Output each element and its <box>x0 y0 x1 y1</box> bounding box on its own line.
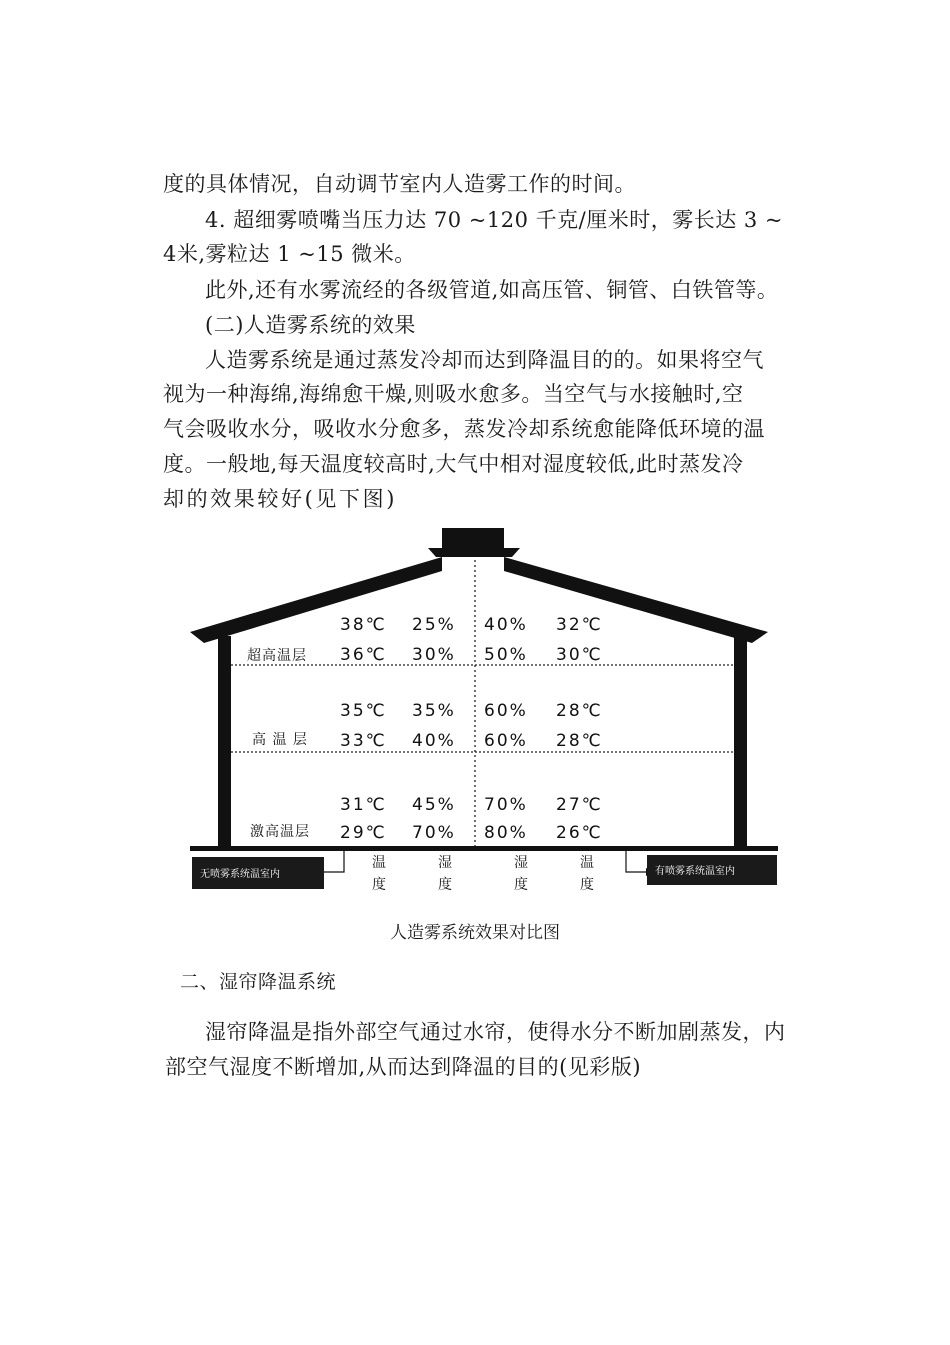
column-label: 温 <box>580 855 594 871</box>
paragraph-line: 部空气湿度不断增加,从而达到降温的目的(见彩版) <box>165 1055 642 1079</box>
cell-value: 60% <box>484 731 528 751</box>
column-label: 度 <box>580 877 594 893</box>
paragraph-line: 气会吸收水分，吸收水分愈多，蒸发冷却系统愈能降低环境的温 <box>163 417 765 441</box>
box-no-fog-label: 无喷雾系统温室内 <box>200 869 280 880</box>
cell-value: 36℃ <box>340 645 387 665</box>
paragraph-line: 人造雾系统是通过蒸发冷却而达到降温目的的。如果将空气 <box>205 348 764 372</box>
paragraph-line: 此外,还有水雾流经的各级管道,如高压管、铜管、白铁管等。 <box>205 278 779 302</box>
cell-value: 40% <box>484 615 528 635</box>
figure-caption: 人造雾系统效果对比图 <box>390 923 560 943</box>
subsection-heading: (二)人造雾系统的效果 <box>205 313 416 337</box>
column-label: 温 <box>372 855 386 871</box>
cell-value: 60% <box>484 701 528 721</box>
cell-value: 30℃ <box>556 645 603 665</box>
cell-value: 40% <box>412 731 456 751</box>
wall-left <box>218 636 231 848</box>
cell-value: 35℃ <box>340 701 387 721</box>
paragraph-line: 度。一般地,每天温度较高时,大气中相对湿度较低,此时蒸发冷 <box>163 452 744 476</box>
section-heading: 二、湿帘降温系统 <box>180 971 337 993</box>
paragraph-line: 4. 超细雾喷嘴当压力达 70 ~120 千克/厘米时，雾长达 3 ~ <box>205 208 784 232</box>
layer-label: 超高温层 <box>247 648 307 664</box>
cell-value: 28℃ <box>556 731 603 751</box>
cell-value: 26℃ <box>556 823 603 843</box>
cell-value: 70% <box>412 823 456 843</box>
box-with-fog-label: 有喷雾系统温室内 <box>655 866 735 877</box>
cell-value: 27℃ <box>556 795 603 815</box>
cell-value: 32℃ <box>556 615 603 635</box>
wall-right <box>734 636 747 848</box>
cell-value: 70% <box>484 795 528 815</box>
cell-value: 38℃ <box>340 615 387 635</box>
layer-label: 高 温 层 <box>252 732 308 748</box>
cell-value: 45% <box>412 795 456 815</box>
paragraph-line: 4米,雾粒达 1 ~15 微米。 <box>163 242 416 266</box>
roof-left <box>190 557 442 643</box>
paragraph-line: 度的具体情况，自动调节室内人造雾工作的时间。 <box>163 172 636 196</box>
connector-right <box>626 851 646 872</box>
cell-value: 80% <box>484 823 528 843</box>
cell-value: 28℃ <box>556 701 603 721</box>
paragraph-line: 视为一种海绵,海绵愈干燥,则吸水愈多。当空气与水接触时,空 <box>163 382 744 406</box>
roof-right <box>504 557 768 643</box>
column-label: 湿 <box>514 855 528 871</box>
cell-value: 50% <box>484 645 528 665</box>
cell-value: 33℃ <box>340 731 387 751</box>
column-label: 湿 <box>438 855 452 871</box>
cell-value: 31℃ <box>340 795 387 815</box>
paragraph-line: 湿帘降温是指外部空气通过水帘，使得水分不断加剧蒸发，内 <box>205 1020 786 1044</box>
cell-value: 29℃ <box>340 823 387 843</box>
cell-value: 35% <box>412 701 456 721</box>
column-label: 度 <box>514 877 528 893</box>
column-label: 度 <box>372 877 386 893</box>
cell-value: 25% <box>412 615 456 635</box>
connector-left <box>324 851 344 872</box>
greenhouse-diagram <box>0 515 950 915</box>
layer-label: 激高温层 <box>250 824 310 840</box>
cell-value: 30% <box>412 645 456 665</box>
roof-vent-cap <box>428 548 520 557</box>
floor <box>190 846 778 851</box>
column-label: 度 <box>438 877 452 893</box>
paragraph-line: 却的效果较好(见下图) <box>163 487 397 511</box>
